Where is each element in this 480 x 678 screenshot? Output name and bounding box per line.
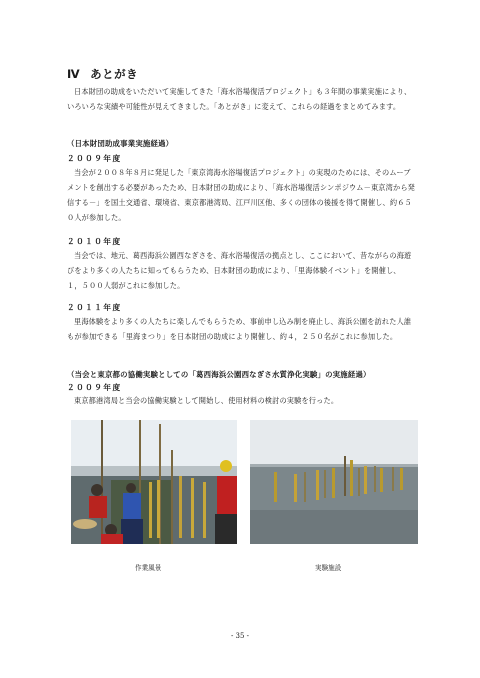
paragraph-2009: 当会が２００８年８月に発足した「東京湾海水浴場復活プロジェクト」の実現のためには、そのムーブメントを創出する必要があったため、日本財団の助成により、「海水浴場復活シンポジウム－東京湾から発信する－」を国土交通省、環境省、東京都港湾局、江戸川区他、多くの団体の後援を得て開催し、約６５０人が参加した。 <box>67 168 415 222</box>
intro-paragraph: 日本財団の助成をいただいて実施してきた「海水浴場復活プロジェクト」も３年間の事業実施により、いろいろな実績や可能性が見えてきました。「あとがき」に変えて、これらの経過をまとめてみます。 <box>67 87 412 111</box>
year-heading-2011: ２０１１年度 <box>67 303 122 312</box>
year-heading-joint-2009: ２００９年度 <box>67 383 122 392</box>
section-number: Ⅳ <box>67 67 81 81</box>
page-number: - 35 - <box>230 632 250 640</box>
work-scene-photo <box>71 420 237 544</box>
section-title: あとがき <box>90 67 139 81</box>
paragraph-2011: 里海体験をより多くの人たちに楽しんでもらうため、事前申し込み制を廃止し、海浜公園を訪れた人誰もが参加できる「里海まつり」を日本財団の助成により開催し、約４，２５０名がこれに参加した。 <box>67 317 412 341</box>
section-heading <box>67 66 138 82</box>
joint-experiment-subheading: （当会と東京都の協働実験としての「葛西海浜公園西なぎさ水質浄化実験」の実施経過） <box>67 370 371 379</box>
paragraph-joint-2009: 東京都港湾局と当会の協働実験として開始し、使用材料の検討の実験を行った。 <box>74 396 339 405</box>
year-heading-2010: ２０１０年度 <box>67 237 122 246</box>
year-heading-2009: ２００９年度 <box>67 154 122 163</box>
photo-caption-work-scene: 作業風景 <box>135 564 162 572</box>
paragraph-2010: 当会では、地元、葛西海浜公園西なぎさを、海水浴場復活の拠点とし、ここにおいて、昔ながらの海遊びをより多くの人たちに知ってもらうため、日本財団の助成により、「里海体験イベント」を開催し、１，５００人弱がこれに参加した。 <box>67 251 412 290</box>
photo-caption-experiment-facility: 実験施設 <box>315 564 342 572</box>
experiment-facility-photo <box>250 420 418 544</box>
foundation-subheading: （日本財団助成事業実施経過） <box>67 139 174 148</box>
